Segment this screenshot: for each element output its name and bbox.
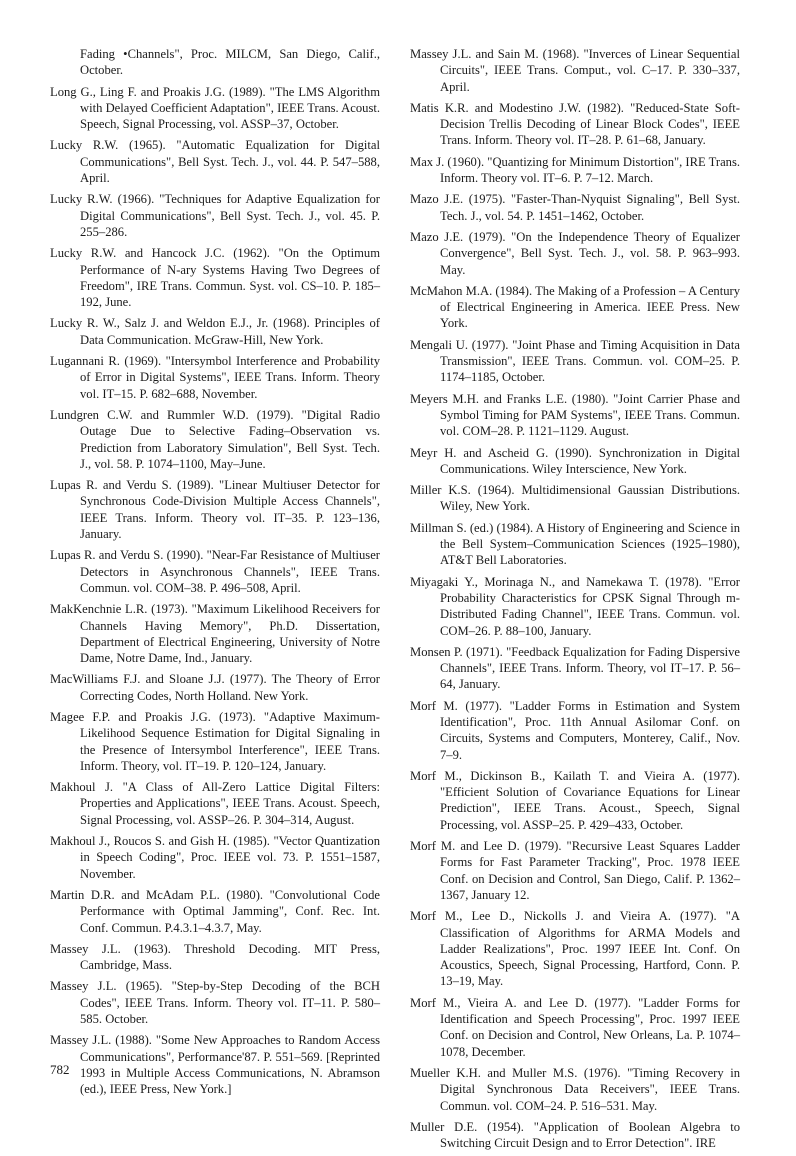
reference-entry: Max J. (1960). "Quantizing for Minimum Distortion", IRE Trans. Inform. Theory vol. IT–6. P. 7–12. March. — [410, 154, 741, 186]
reference-entry: Morf M., Vieira A. and Lee D. (1977). "Ladder Forms for Identification and Speech Processing", Proc. 1997 IEEE Conf. on Decision and Control, New Orleans, La. P. 1074–1078, December. — [410, 995, 740, 1059]
reference-entry: Lupas R. and Verdu S. (1989). "Linear Multiuser Detector for Synchronous Code-Division Multiple Access Channels", IEEE Trans. Inform. Theory vol. IT–35. P. 123–136, January. — [50, 478, 380, 542]
reference-entry: Morf M. and Lee D. (1979). "Recursive Least Squares Ladder Forms for Fast Parameter Tracking", Proc. 1978 IEEE Conf. on Decision and Control, San Diego, Calif. P. 1362–1367, January 12. — [410, 839, 740, 902]
reference-entry: Muller D.E. (1954). "Application of Boolean Algebra to Switching Circuit Design and to Error Detection". IRE — [410, 1119, 740, 1151]
reference-entry: MacWilliams F.J. and Sloane J.J. (1977). The Theory of Error Correcting Codes, North Holland. New York. — [50, 672, 380, 703]
reference-entry: Lupas R. and Verdu S. (1990). "Near-Far Resistance of Multiuser Detectors in Asynchronous Channels", IEEE Trans. Commun. vol. COM–38. P. 496–508, April. — [50, 548, 380, 595]
reference-entry: Massey J.L. (1963). Threshold Decoding. MIT Press, Cambridge, Mass. — [50, 941, 380, 973]
reference-entry: Morf M., Lee D., Nickolls J. and Vieira A. (1977). "A Classification of Algorithms for ARMA Models and Ladder Realizations", Proc. 1997 IEEE Int. Conf. On Acoustics, Speech, Signal Processing, Hartford, Conn. P. 13–19, May. — [410, 909, 740, 989]
reference-entry: Lundgren C.W. and Rummler W.D. (1979). "Digital Radio Outage Due to Selective Fading–Observation vs. Prediction from Laboratory Simulation", Bell Syst. Tech. J., vol. 58. P. 1074–1100, May–June. — [50, 407, 380, 471]
reference-entry: Martin D.R. and McAdam P.L. (1980). "Convolutional Code Performance with Optimal Jamming", Conf. Rec. Int. Conf. Commun. P.4.3.1–4.3.7, May. — [50, 887, 380, 935]
reference-entry: Magee F.P. and Proakis J.G. (1973). "Adaptive Maximum-Likelihood Sequence Estimation for Digital Signaling in the Presence of Intersymbol Interference", IEEE Trans. Inform. Theory, vol. IT–19. P. 120–124, January. — [50, 709, 380, 773]
reference-entry: Miller K.S. (1964). Multidimensional Gaussian Distributions. Wiley, New York. — [410, 483, 740, 514]
reference-entry: Lugannani R. (1969). "Intersymbol Interference and Probability of Error in Digital Systems", IEEE Trans. Inform. Theory vol. IT–15. P. 682–688, November. — [50, 354, 380, 401]
reference-entry: Miyagaki Y., Morinaga N., and Namekawa T. (1978). "Error Probability Characteristics for CPSK Signal Through m-Distributed Fading Channel", IEEE Trans. Commun. vol. COM–26. P. 88–100, January. — [410, 574, 740, 638]
reference-entry: Mueller K.H. and Muller M.S. (1976). "Timing Recovery in Digital Synchronous Data Receivers", IEEE Trans. Commun. vol. COM–24. P. 516–531. May. — [410, 1065, 740, 1113]
reference-entry: Mazo J.E. (1979). "On the Independence Theory of Equalizer Convergence", Bell Syst. Tech. J., vol. 58. P. 963–993. May. — [410, 229, 740, 277]
reference-entry: Long G., Ling F. and Proakis J.G. (1989). "The LMS Algorithm with Delayed Coefficient Adaptation", IEEE Trans. Acoust. Speech, Signal Processing, vol. ASSP–37, October. — [50, 84, 380, 132]
reference-entry: Millman S. (ed.) (1984). A History of Engineering and Science in the Bell System–Communication Sciences (1925–1980), AT&T Bell Laboratories. — [410, 520, 740, 568]
reference-entry: Massey J.L. (1965). "Step-by-Step Decoding of the BCH Codes", IEEE Trans. Inform. Theory vol. IT–11. P. 580–585. October. — [50, 979, 380, 1027]
reference-entry: Lucky R.W. (1966). "Techniques for Adaptive Equalization for Digital Communications", Bell Syst. Tech. J., vol. 45. P. 255–286. — [50, 192, 380, 239]
reference-entry: Mazo J.E. (1975). "Faster-Than-Nyquist Signaling", Bell Syst. Tech. J., vol. 54. P. 1451–1462, October. — [410, 192, 740, 223]
reference-entry: Monsen P. (1971). "Feedback Equalization for Fading Dispersive Channels", IEEE Trans. Inform. Theory, vol IT–17. P. 56–64, January. — [410, 644, 740, 692]
reference-entry: Lucky R.W. (1965). "Automatic Equalization for Digital Communications", Bell Syst. Tech. J., vol. 44. P. 547–588, April. — [50, 138, 380, 186]
reference-entry: Meyr H. and Ascheid G. (1990). Synchronization in Digital Communications. Wiley Interscience, New York. — [410, 445, 740, 476]
reference-entry: Matis K.R. and Modestino J.W. (1982). "Reduced-State Soft-Decision Trellis Decoding of Linear Block Codes", IEEE Trans. Inform. Theory vol. IT–28. P. 61–68, January. — [410, 100, 740, 148]
reference-entry: Morf M., Dickinson B., Kailath T. and Vieira A. (1977). "Efficient Solution of Covariance Equations for Linear Prediction", IEEE Trans. Acoust., Speech, Signal Processing, vol. ASSP–25. P. 429–433, October. — [410, 768, 740, 832]
reference-entry: Fading •Channels", Proc. MILCM, San Diego, Calif., October. — [80, 47, 380, 78]
page-number: 782 — [50, 1062, 70, 1077]
reference-entry: Lucky R.W. and Hancock J.C. (1962). "On the Optimum Performance of N-ary Systems Having Two Degrees of Freedom", IRE Trans. Commun. Syst. vol. CS–10. P. 185–192, June. — [50, 246, 380, 310]
reference-entry: MakKenchnie L.R. (1973). "Maximum Likelihood Receivers for Channels Having Memory", Ph.D. Dissertation, Department of Electrical Engineering, University of Notre Dame, Notre Dame, Ind., January. — [50, 602, 380, 666]
reference-entry: Meyers M.H. and Franks L.E. (1980). "Joint Carrier Phase and Symbol Timing for PAM Systems", IEEE Trans. Commun. vol. COM–28. P. 1121–1129. August. — [410, 391, 740, 439]
reference-entry: Makhoul J. "A Class of All-Zero Lattice Digital Filters: Properties and Applications", IEEE Trans. Acoust. Speech, Signal Processing, vol. ASSP–26. P. 304–314, August. — [50, 780, 380, 827]
reference-entry: McMahon M.A. (1984). The Making of a Profession – A Century of Electrical Engineering in America. IEEE Press. New York. — [410, 283, 740, 331]
reference-entry: Massey J.L. (1988). "Some New Approaches to Random Access Communications", Performance'87. P. 551–569. [Reprinted 1993 in Multiple Access Communications, N. Abramson (ed.), IEEE Press, New York.] — [50, 1033, 380, 1097]
right-column — [410, 46, 740, 1156]
reference-entry: Makhoul J., Roucos S. and Gish H. (1985). "Vector Quantization in Speech Coding", Proc. IEEE vol. 73. P. 1551–1587, November. — [50, 834, 380, 881]
left-column — [50, 46, 380, 1103]
reference-entry: Massey J.L. and Sain M. (1968). "Inverces of Linear Sequential Circuits", IEEE Trans. Comput., vol. C–17. P. 330–337, April. — [410, 47, 740, 94]
reference-entry: Mengali U. (1977). "Joint Phase and Timing Acquisition in Data Transmission", IEEE Trans. Commun. vol. COM–25. P. 1174–1185, October. — [410, 337, 740, 385]
reference-entry: Lucky R. W., Salz J. and Weldon E.J., Jr. (1968). Principles of Data Communication. McGraw-Hill, New York. — [50, 316, 380, 347]
reference-entry: Morf M. (1977). "Ladder Forms in Estimation and System Identification", Proc. 11th Annual Asilomar Conf. on Circuits, Systems and Computers, Monterey, Calif., Nov. 7–9. — [410, 698, 740, 762]
